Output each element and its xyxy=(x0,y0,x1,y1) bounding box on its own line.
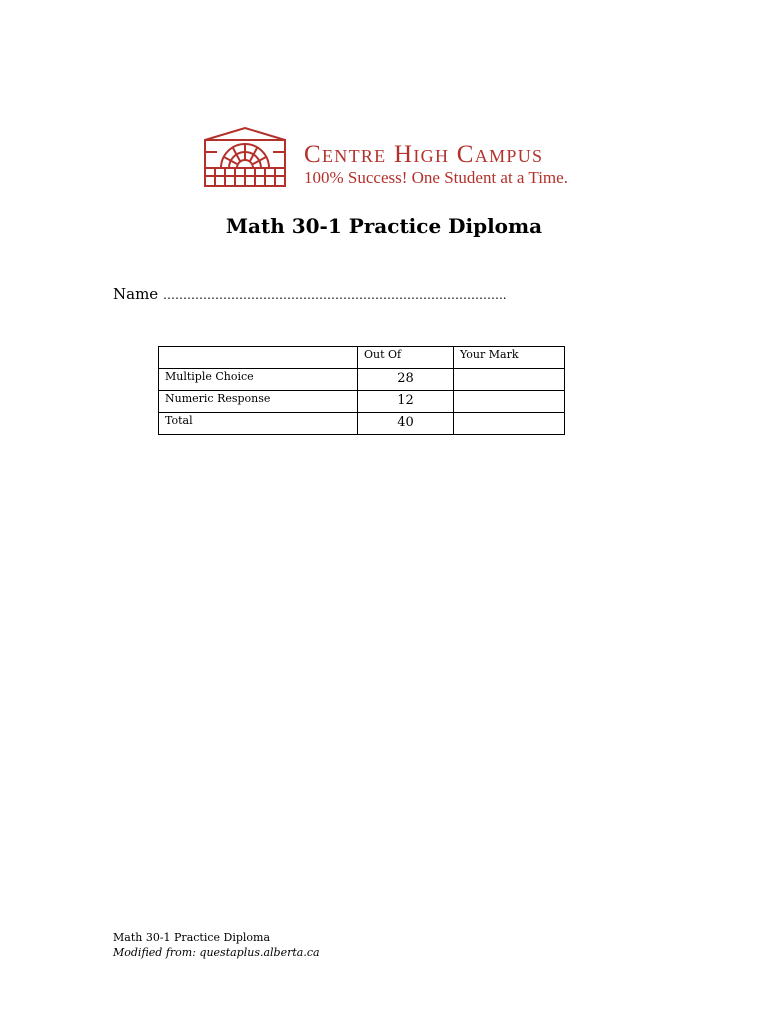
row-label: Multiple Choice xyxy=(159,369,358,391)
name-dotted-line: ………………………………………………………………………….. xyxy=(162,288,507,302)
score-table xyxy=(158,346,565,435)
row-your-mark-input[interactable] xyxy=(454,413,565,435)
name-field[interactable] xyxy=(113,283,507,306)
header-cell-blank xyxy=(159,347,358,369)
table-header-row xyxy=(159,347,565,369)
page-footer xyxy=(113,930,320,960)
row-out-of: 40 xyxy=(358,413,454,435)
row-your-mark-input[interactable] xyxy=(454,369,565,391)
row-out-of: 12 xyxy=(358,391,454,413)
row-label: Numeric Response xyxy=(159,391,358,413)
row-your-mark-input[interactable] xyxy=(454,391,565,413)
row-label: Total xyxy=(159,413,358,435)
header-cell-your-mark: Your Mark xyxy=(454,347,565,369)
logo-tagline: 100% Success! One Student at a Time. xyxy=(304,168,568,187)
school-logo xyxy=(203,126,568,188)
logo-school-name: Centre High Campus xyxy=(304,141,544,168)
table-row xyxy=(159,391,565,413)
name-label: Name xyxy=(113,285,159,303)
footer-source: Modified from: questaplus.alberta.ca xyxy=(113,946,320,959)
footer-title: Math 30-1 Practice Diploma xyxy=(113,931,271,944)
header-cell-out-of: Out Of xyxy=(358,347,454,369)
table-row xyxy=(159,369,565,391)
page-title: Math 30-1 Practice Diploma xyxy=(225,214,543,238)
building-arch-icon xyxy=(203,126,287,188)
row-out-of: 28 xyxy=(358,369,454,391)
table-row xyxy=(159,413,565,435)
